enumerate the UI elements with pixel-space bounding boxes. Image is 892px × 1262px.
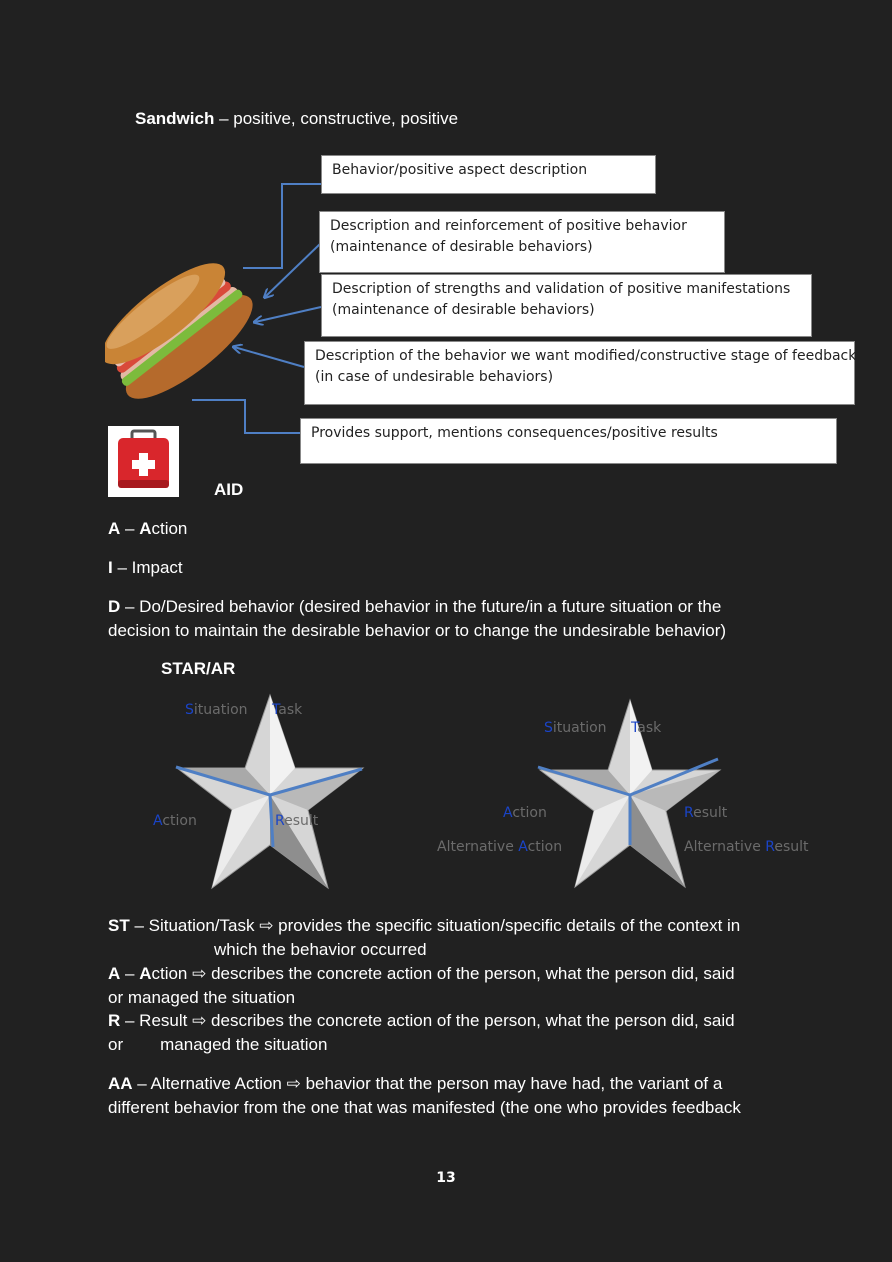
- star-left-result-label: [275, 813, 318, 829]
- star-right-result-initial: R: [684, 805, 694, 821]
- star-left-task-initial: T: [272, 702, 279, 718]
- definition-a-key: A: [108, 964, 121, 983]
- definition-aa-line1: – Alternative Action ⇨ behavior that the person may have had, the variant of a: [132, 1074, 723, 1093]
- aid-d-line1: – Do/Desired behavior (desired behavior in the future/in a future situation or the: [120, 597, 722, 616]
- star-right-action-rest: ction: [512, 805, 547, 821]
- definition-r-line2a: or: [108, 1035, 124, 1054]
- star-right-alt-action-initial: A: [518, 839, 528, 855]
- definition-r-key: R: [108, 1011, 121, 1030]
- sandwich-box-4: [304, 341, 855, 405]
- sandwich-box-5-line1: Provides support, mentions consequences/positive results: [311, 425, 718, 441]
- definition-a-bold: A: [139, 964, 152, 983]
- star-right-action-initial: A: [503, 805, 513, 821]
- star-right-alt-result-pre: Alternative: [684, 839, 766, 855]
- aid-a-key: A: [108, 519, 121, 538]
- star-right-task-label: [631, 720, 661, 736]
- aid-a-rest: ction: [151, 519, 188, 538]
- sandwich-box-1: [321, 155, 656, 194]
- star-right-alt-result-initial: R: [765, 839, 775, 855]
- definition-aa: [108, 1072, 741, 1120]
- sandwich-box-2-line2: (maintenance of desirable behaviors): [330, 239, 593, 255]
- star-right-situation-initial: S: [544, 720, 553, 736]
- aid-i-key: I: [108, 558, 113, 577]
- star-diagram-left: [170, 690, 370, 895]
- connector-arrow-2: [265, 243, 321, 297]
- definition-a-line1: ction ⇨ describes the concrete action of the person, what the person did, said: [151, 964, 735, 983]
- star-right-alt-action-label: [437, 839, 562, 855]
- star-left-action-initial: A: [153, 813, 163, 829]
- star-right-task-rest: ask: [637, 720, 662, 736]
- definition-r-line2b: managed the situation: [160, 1035, 328, 1054]
- sandwich-box-1-line1: Behavior/positive aspect description: [332, 162, 588, 178]
- aid-i-rest: – Impact: [112, 558, 183, 577]
- sandwich-box-5: [300, 418, 837, 464]
- definition-aa-key: AA: [108, 1074, 133, 1093]
- aid-a-bold: A: [139, 519, 152, 538]
- definition-st-key: ST: [108, 916, 130, 935]
- sandwich-box-3: [321, 274, 812, 337]
- star-right-alt-result-rest: esult: [774, 839, 809, 855]
- aid-i-line: [108, 556, 183, 580]
- star-left-task-rest: ask: [278, 702, 303, 718]
- sandwich-subtitle: – positive, constructive, positive: [214, 109, 459, 128]
- sandwich-box-4-line1: Description of the behavior we want modified/constructive stage of feedback: [315, 348, 857, 364]
- star-right-alt-action-rest: ction: [527, 839, 563, 855]
- sandwich-box-2-line1: Description and reinforcement of positive behavior: [330, 218, 687, 234]
- star-right-result-label: [684, 805, 727, 821]
- page-number: 13: [436, 1170, 456, 1186]
- sandwich-box-3-line1: Description of strengths and validation of positive manifestations: [332, 281, 791, 297]
- star-left-action-rest: ction: [162, 813, 197, 829]
- connector-arrow-3: [255, 307, 321, 322]
- aid-d-line2: decision to maintain the desirable behavior or to change the undesirable behavior): [108, 621, 727, 640]
- star-left-action-label: [153, 813, 197, 829]
- sandwich-title: Sandwich: [135, 109, 215, 128]
- sandwich-box-3-line2: (maintenance of desirable behaviors): [332, 302, 595, 318]
- definition-a: [108, 962, 735, 1010]
- star-right-task-initial: T: [631, 720, 638, 736]
- definition-st-line2: which the behavior occurred: [214, 940, 427, 959]
- star-left-result-initial: R: [275, 813, 285, 829]
- star-right-alt-action-pre: Alternative: [437, 839, 519, 855]
- star-right-situation-rest: ituation: [552, 720, 607, 736]
- star-left-result-rest: esult: [284, 813, 319, 829]
- star-left-situation-initial: S: [185, 702, 194, 718]
- sandwich-image: [105, 260, 255, 410]
- definition-r-line1: – Result ⇨ describes the concrete action of the person, what the person did, said: [120, 1011, 735, 1030]
- aid-a-dash: –: [120, 519, 140, 538]
- star-left-task-label: [272, 702, 302, 718]
- definition-a-line2: or managed the situation: [108, 988, 296, 1007]
- star-left-situation-rest: ituation: [193, 702, 248, 718]
- aid-title: AID: [214, 480, 244, 499]
- first-aid-kit-icon: [108, 426, 179, 497]
- aid-d-line: [108, 595, 726, 643]
- star-left-situation-label: [185, 702, 248, 718]
- star-right-alt-result-label: [684, 839, 809, 855]
- definition-st: [108, 914, 740, 962]
- definition-a-dash: –: [120, 964, 140, 983]
- aid-d-key: D: [108, 597, 121, 616]
- sandwich-box-2: [319, 211, 725, 273]
- definition-st-line1: – Situation/Task ⇨ provides the specific situation/specific details of the context in: [129, 916, 741, 935]
- star-right-result-rest: esult: [693, 805, 728, 821]
- star-right-action-label: [503, 805, 547, 821]
- definition-aa-line2: different behavior from the one that was manifested (the one who provides feedback: [108, 1098, 741, 1117]
- sandwich-box-4-line2: (in case of undesirable behaviors): [315, 369, 554, 385]
- star-title: STAR/AR: [161, 659, 236, 678]
- aid-a-line: [108, 517, 187, 541]
- star-right-situation-label: [544, 720, 607, 736]
- definition-r: [108, 1009, 735, 1057]
